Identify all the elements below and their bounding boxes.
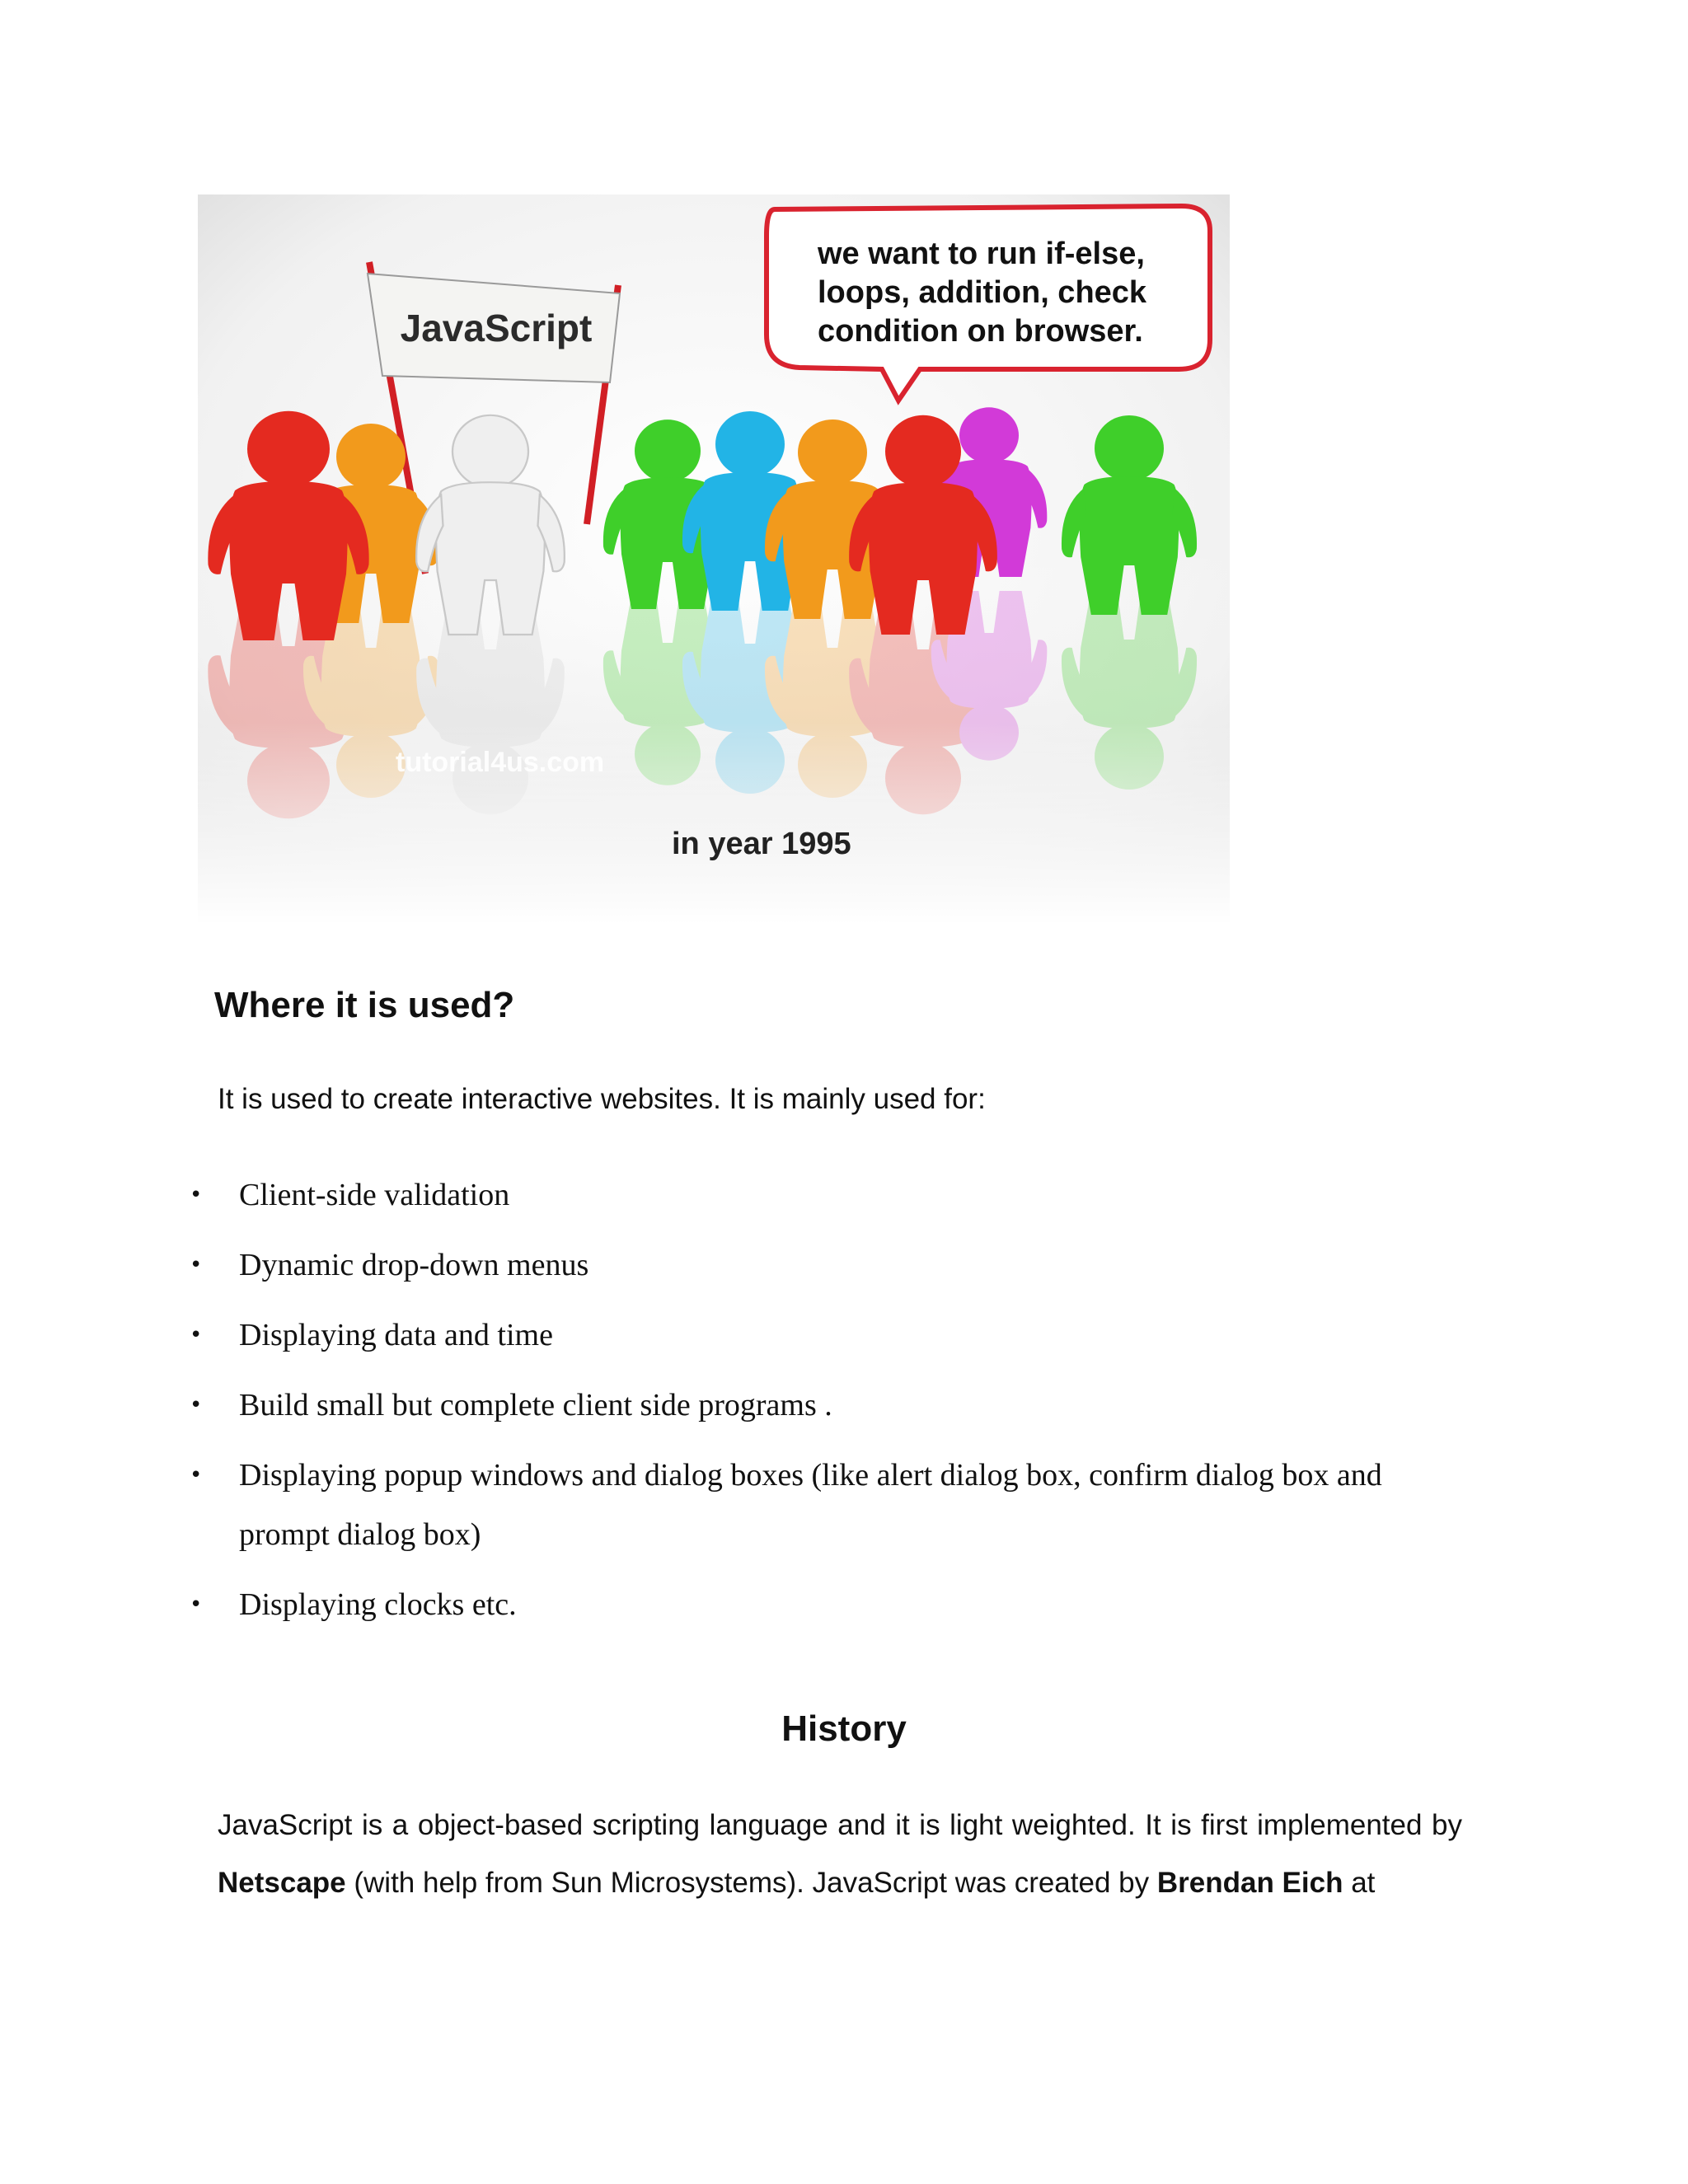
list-item [190, 1305, 1475, 1365]
banner-text: JavaScript [400, 307, 593, 349]
history-heading: History [781, 1708, 907, 1749]
history-text-3: at [1343, 1867, 1376, 1899]
list-item-text: Displaying data and time [239, 1318, 553, 1352]
bubble-line-1: we want to run if-else, [818, 237, 1145, 271]
history-paragraph [218, 1797, 1462, 1912]
brendan-eich-bold: Brendan Eich [1156, 1867, 1343, 1899]
list-item-text: Client-side validation [239, 1178, 510, 1212]
bullet: • [190, 1393, 203, 1418]
caption-year: in year 1995 [672, 827, 851, 861]
bubble-line-3: condition on browser. [818, 314, 1143, 349]
bullet: • [190, 1253, 203, 1277]
watermark-text: tutorial4us.com [396, 747, 605, 778]
netscape-bold: Netscape [218, 1867, 346, 1899]
bullet: • [190, 1323, 203, 1347]
list-item [190, 1165, 1475, 1225]
where-used-heading: Where it is used? [214, 985, 515, 1025]
bullet: • [190, 1592, 203, 1617]
bubble-line-2: loops, addition, check [818, 275, 1147, 310]
history-text-1: JavaScript is a object-based scripting language and it is light weighted. It is first implemented by [218, 1809, 1462, 1841]
list-item [190, 1376, 1475, 1435]
javascript-illustration [198, 194, 1230, 925]
list-item-text: Displaying clocks etc. [239, 1587, 517, 1622]
list-item-text: Dynamic drop-down menus [239, 1248, 589, 1282]
history-text-2: (with help from Sun Microsystems). JavaScript was created by [345, 1867, 1157, 1899]
bullet: • [190, 1463, 203, 1488]
list-item [190, 1235, 1475, 1295]
list-item [190, 1575, 1475, 1634]
list-item [190, 1446, 1475, 1564]
uses-list [190, 1165, 1475, 1645]
list-item-text: Build small but complete client side programs . [239, 1388, 832, 1422]
list-item-text: Displaying popup windows and dialog boxes (like alert dialog box, confirm dialog box and prompt dialog box) [239, 1458, 1382, 1552]
intro-paragraph: It is used to create interactive websites. It is mainly used for: [218, 1083, 986, 1115]
bullet: • [190, 1183, 203, 1207]
